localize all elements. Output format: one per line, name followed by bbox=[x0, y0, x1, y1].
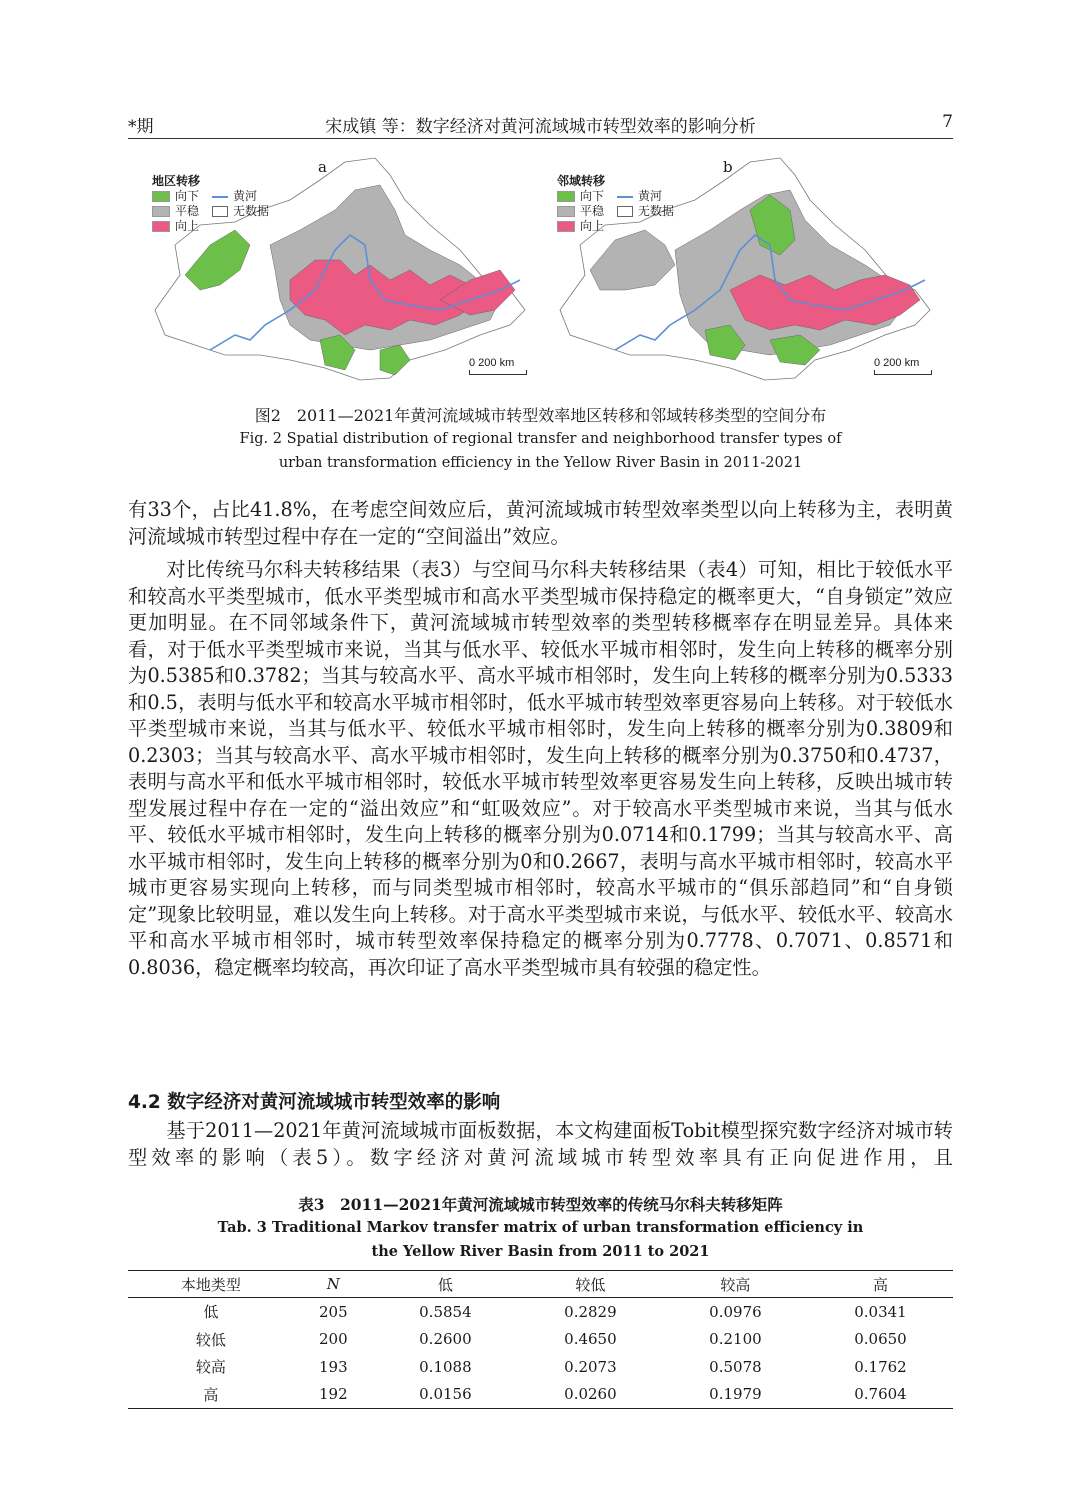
up-swatch bbox=[557, 221, 575, 232]
header-local-type: 本地类型 bbox=[128, 1271, 294, 1298]
legend-river: 黄河 bbox=[638, 189, 663, 203]
table-cell: 0.7604 bbox=[808, 1381, 953, 1409]
map-a-scale bbox=[469, 357, 527, 375]
table-cell: 低 bbox=[203, 1303, 219, 1322]
table-cell: 0.2073 bbox=[564, 1357, 617, 1376]
markov-table bbox=[128, 1270, 953, 1409]
map-b bbox=[545, 150, 940, 395]
river-swatch bbox=[212, 196, 228, 198]
table-cell: 0.0260 bbox=[518, 1381, 663, 1409]
legend-stable: 平稳 bbox=[175, 204, 200, 218]
table-cell: 192 bbox=[294, 1381, 373, 1409]
header-higher: 较高 bbox=[663, 1271, 808, 1298]
table-cell: 0.1088 bbox=[419, 1357, 472, 1376]
table-row bbox=[128, 1353, 953, 1381]
map-b-scale bbox=[874, 357, 932, 375]
map-a-legend bbox=[152, 174, 269, 234]
paragraph-3: 基于2011—2021年黄河流域城市面板数据，本文构建面板Tobit模型探究数字经济对城市转型效率的影响（表5）。数字经济对黄河流域城市转型效率具有正向促进作用，且 bbox=[128, 1119, 953, 1169]
table-cell: 0.0341 bbox=[854, 1302, 907, 1321]
scale-bar bbox=[874, 370, 932, 375]
table-cell: 较低 bbox=[195, 1330, 226, 1349]
header-high: 高 bbox=[808, 1271, 953, 1298]
legend-nodata: 无数据 bbox=[233, 204, 270, 218]
table-caption-cn: 表3 2011—2021年黄河流域城市转型效率的传统马尔科夫转移矩阵 bbox=[298, 1195, 783, 1214]
legend-down: 向下 bbox=[580, 189, 605, 203]
running-title: 宋成镇 等：数字经济对黄河流域城市转型效率的影响分析 bbox=[325, 117, 756, 137]
map-a bbox=[140, 150, 535, 395]
table-caption-en-1: Tab. 3 Traditional Markov transfer matrix of urban transformation efficiency in bbox=[217, 1219, 864, 1236]
table-cell: 0.4650 bbox=[564, 1330, 617, 1349]
stable-swatch bbox=[557, 206, 575, 217]
header-n: N bbox=[294, 1271, 373, 1298]
nodata-swatch bbox=[212, 206, 228, 217]
legend-up: 向上 bbox=[580, 219, 605, 233]
stable-swatch bbox=[152, 206, 170, 217]
table-cell: 0.0976 bbox=[709, 1302, 762, 1321]
down-swatch bbox=[152, 191, 170, 202]
table-caption-en-2: the Yellow River Basin from 2011 to 2021 bbox=[371, 1243, 710, 1260]
map-b-legend bbox=[557, 174, 674, 234]
legend-title: 地区转移 bbox=[152, 174, 201, 188]
table-cell: 0.1762 bbox=[854, 1357, 907, 1376]
table-cell: 高 bbox=[128, 1381, 294, 1409]
section-heading: 4.2 数字经济对黄河流域城市转型效率的影响 bbox=[128, 1092, 501, 1113]
river-swatch bbox=[617, 196, 633, 198]
legend-up: 向上 bbox=[175, 219, 200, 233]
legend-title: 邻域转移 bbox=[557, 174, 606, 188]
table-cell: 0.5854 bbox=[419, 1302, 472, 1321]
table-cell: 0.1979 bbox=[663, 1381, 808, 1409]
table-cell: 较高 bbox=[195, 1358, 226, 1377]
table-cell: 0.5078 bbox=[709, 1357, 762, 1376]
table-cell: 0.2829 bbox=[564, 1302, 617, 1321]
table-header-row bbox=[128, 1271, 953, 1298]
table-cell: 0.0156 bbox=[373, 1381, 518, 1409]
map-a-letter: a bbox=[318, 158, 327, 176]
figure-caption-en-1: Fig. 2 Spatial distribution of regional transfer and neighborhood transfer types of bbox=[239, 431, 842, 447]
scale-bar bbox=[469, 370, 527, 375]
table-cell: 0.2600 bbox=[419, 1330, 472, 1349]
table-cell: 0.0650 bbox=[854, 1330, 907, 1349]
scale-label: 0 200 km bbox=[874, 357, 920, 369]
legend-river: 黄河 bbox=[233, 189, 258, 203]
figure-caption-cn: 图2 2011—2021年黄河流域城市转型效率地区转移和邻域转移类型的空间分布 bbox=[254, 406, 827, 425]
map-b-letter: b bbox=[723, 158, 733, 176]
legend-stable: 平稳 bbox=[580, 204, 605, 218]
page-number: 7 bbox=[942, 112, 953, 132]
table-cell: 200 bbox=[319, 1330, 348, 1349]
nodata-swatch bbox=[617, 206, 633, 217]
figure-caption-en-2: urban transformation efficiency in the Yellow River Basin in 2011-2021 bbox=[278, 455, 803, 471]
scale-label: 0 200 km bbox=[469, 357, 515, 369]
table-cell: 205 bbox=[319, 1302, 348, 1321]
paragraph-2: 对比传统马尔科夫转移结果（表3）与空间马尔科夫转移结果（表4）可知，相比于较低水平和较高水平类型城市，低水平类型城市和高水平类型城市保持稳定的概率更大，“自身锁定”效应更加明显。在不同邻域条件下，黄河流域城市转型效率的类型转移概率存在明显差异。具体来看，对于低水平类型城市来说，当其与低水平、较低水平城市相邻时，发生向上转移的概率分别为0.5385和0.3782；当其与较高水平、高水平城市相邻时，发生向上转移的概率分别为0.5333和0.5，表明与低水平和较高水平城市相邻时，低水平城市转型效率更容易向上转移。对于较低水平类型城市来说，当其与低水平、较低水平城市相邻时，发生向上转移的概率分别为0.3809和0.2303；当其与较高水平、高水平城市相邻时，发生向上转移的概率分别为0.3750和0.4737，表明与高水平和低水平城市相邻时，较低水平城市转型效率更容易发生向上转移，反映出城市转型发展过程中存在一定的“溢出效应”和“虹吸效应”。对于较高水平类型城市来说，当其与低水平、较低水平城市相邻时，发生向上转移的概率分别为0.0714和0.1799；当其与较高水平、高水平城市相邻时，发生向上转移的概率分别为0和0.2667，表明与高水平城市相邻时，较高水平城市更容易实现向上转移，而与同类型城市相邻时，较高水平城市的“俱乐部趋同”和“自身锁定”现象比较明显，难以发生向上转移。对于高水平类型城市来说，与低水平、较低水平、较高水平和高水平城市相邻时，城市转型效率保持稳定的概率分别为0.7778、0.7071、0.8571和0.8036，稳定概率均较高，再次印证了高水平类型城市具有较强的稳定性。 bbox=[128, 558, 953, 979]
up-swatch bbox=[152, 221, 170, 232]
legend-down: 向下 bbox=[175, 189, 200, 203]
paragraph-1: 有33个，占比41.8%，在考虑空间效应后，黄河流域城市转型效率类型以向上转移为主，表明黄河流域城市转型过程中存在一定的“空间溢出”效应。 bbox=[128, 498, 953, 548]
header-lower: 较低 bbox=[518, 1271, 663, 1298]
legend-nodata: 无数据 bbox=[638, 204, 675, 218]
table-row bbox=[128, 1381, 953, 1409]
figure-2 bbox=[140, 150, 940, 395]
table-cell: 0.2100 bbox=[709, 1330, 762, 1349]
issue-label: *期 bbox=[128, 117, 154, 137]
header-low: 低 bbox=[373, 1271, 518, 1298]
down-swatch bbox=[557, 191, 575, 202]
running-header bbox=[128, 108, 953, 139]
table-row bbox=[128, 1298, 953, 1326]
table-row bbox=[128, 1326, 953, 1354]
table-cell: 193 bbox=[319, 1357, 348, 1376]
